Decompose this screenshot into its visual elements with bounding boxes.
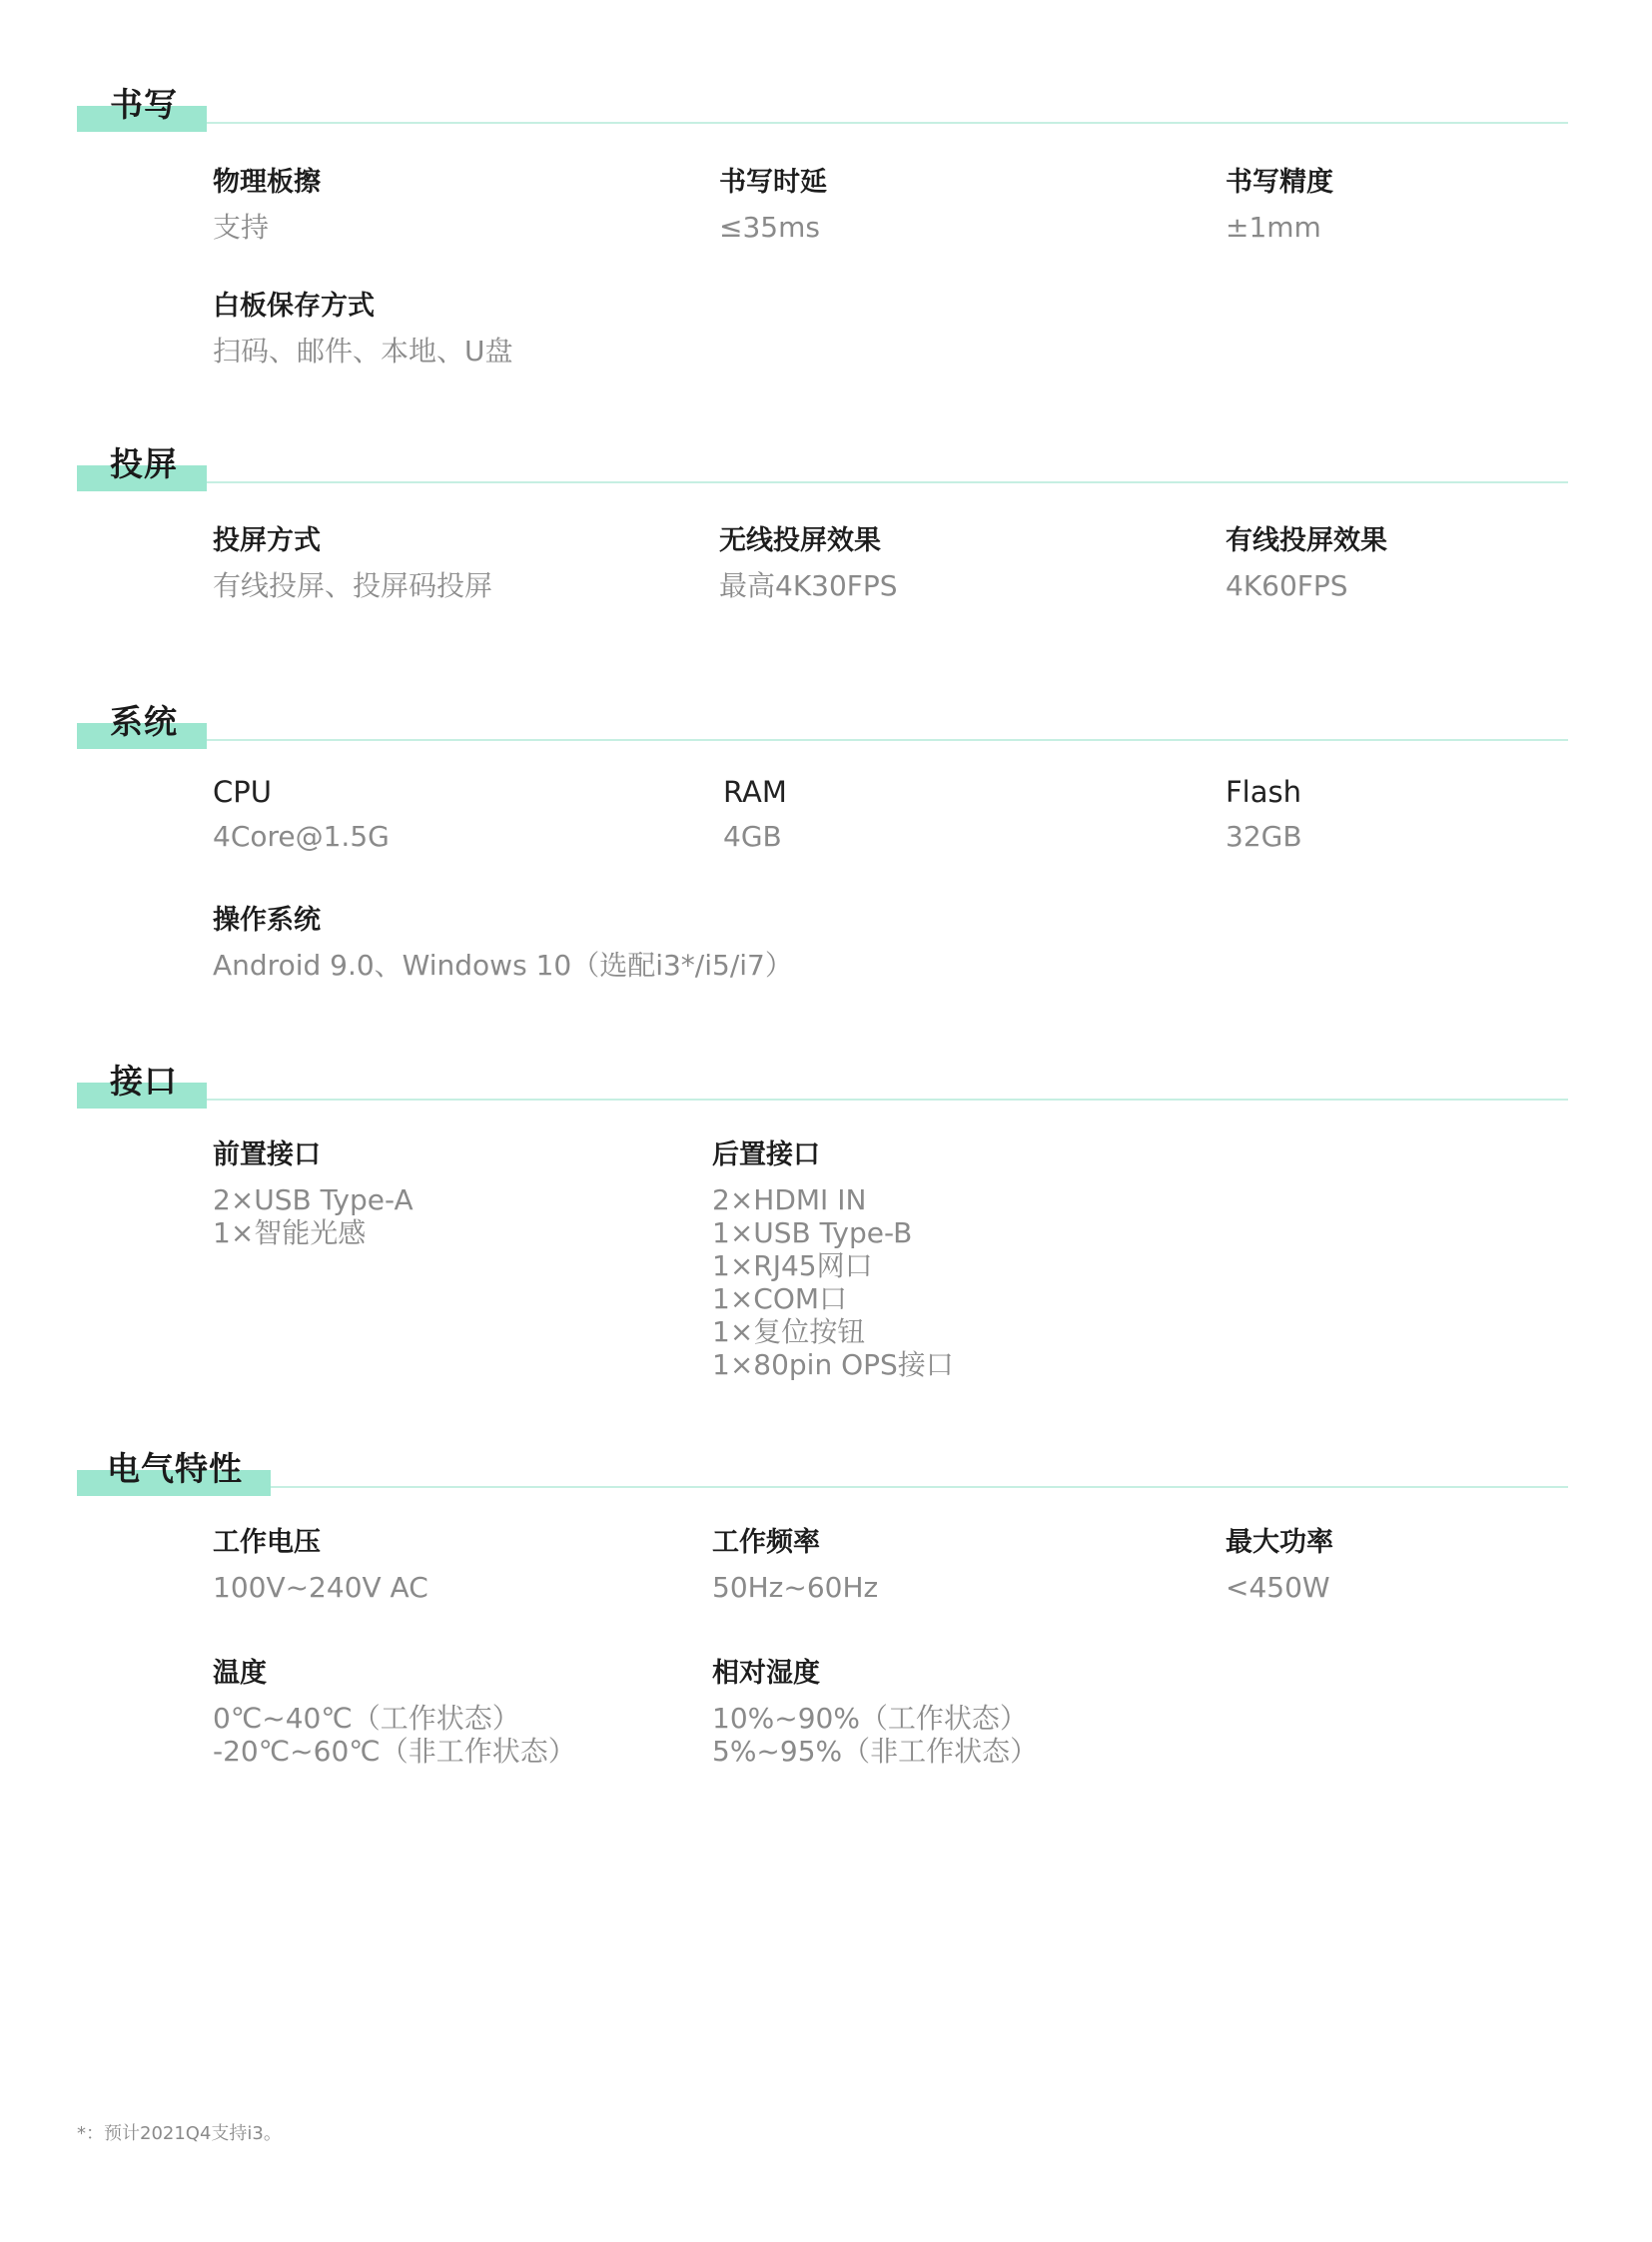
spec-value-line: 1×USB Type-B xyxy=(712,1216,913,1249)
spec-label: 物理板擦 xyxy=(213,167,321,198)
spec-item xyxy=(213,901,793,983)
section-divider-line xyxy=(207,122,1568,124)
spec-item xyxy=(719,521,898,603)
spec-value-list xyxy=(213,1702,576,1768)
spec-label: 操作系统 xyxy=(213,905,321,936)
spec-label: 白板保存方式 xyxy=(213,291,375,322)
spec-value-line: 2×USB Type-A xyxy=(213,1183,413,1216)
spec-value: Android 9.0、Windows 10（选配i3*/i5/i7） xyxy=(213,949,793,982)
spec-value-line: 1×智能光感 xyxy=(213,1216,367,1249)
section-divider-line xyxy=(207,739,1568,741)
spec-value-line: -20℃~60℃（非工作状态） xyxy=(213,1735,576,1768)
spec-label: RAM xyxy=(723,775,787,809)
spec-item xyxy=(712,1135,954,1381)
spec-value-list xyxy=(712,1183,954,1381)
spec-item xyxy=(213,1654,576,1768)
spec-value-list xyxy=(213,1183,413,1249)
spec-label: 书写时延 xyxy=(719,167,827,198)
spec-value-line: 1×复位按钮 xyxy=(712,1315,866,1348)
spec-label: 有线投屏效果 xyxy=(1226,525,1387,556)
section-header-projection xyxy=(77,439,1568,499)
section-title: 投屏 xyxy=(110,444,178,483)
spec-label: 无线投屏效果 xyxy=(719,525,881,556)
footnote: *：预计2021Q4支持i3。 xyxy=(77,2123,282,2144)
spec-label: 工作频率 xyxy=(712,1527,820,1558)
spec-value: ±1mm xyxy=(1226,211,1321,244)
spec-value-line: 1×COM口 xyxy=(712,1282,848,1315)
spec-label: Flash xyxy=(1226,775,1301,809)
spec-value: 有线投屏、投屏码投屏 xyxy=(213,569,493,602)
spec-item xyxy=(213,1135,413,1249)
spec-item xyxy=(1226,163,1333,245)
spec-label: CPU xyxy=(213,775,272,809)
section-header-interface xyxy=(77,1057,1568,1117)
section-title: 接口 xyxy=(110,1062,178,1101)
spec-value: 100V~240V AC xyxy=(213,1571,428,1604)
section-divider-line xyxy=(271,1486,1568,1488)
spec-value-line: 2×HDMI IN xyxy=(712,1183,867,1216)
spec-value-line: 0℃~40℃（工作状态） xyxy=(213,1702,520,1735)
spec-item xyxy=(1226,1523,1333,1605)
spec-value-list xyxy=(712,1702,1038,1768)
spec-value: 50Hz~60Hz xyxy=(712,1571,879,1604)
spec-label: 投屏方式 xyxy=(213,525,321,556)
spec-item xyxy=(213,287,513,369)
spec-label: 工作电压 xyxy=(213,1527,321,1558)
section-header-system xyxy=(77,697,1568,757)
spec-label: 后置接口 xyxy=(712,1139,820,1170)
spec-value: 支持 xyxy=(213,211,270,244)
spec-item xyxy=(1226,772,1302,854)
section-title: 电气特性 xyxy=(107,1449,243,1488)
spec-item xyxy=(712,1654,1038,1768)
section-title: 书写 xyxy=(110,85,178,124)
spec-label: 书写精度 xyxy=(1226,167,1333,198)
spec-item xyxy=(723,772,787,854)
spec-value: 最高4K30FPS xyxy=(719,569,898,602)
spec-label: 前置接口 xyxy=(213,1139,321,1170)
spec-value: 4K60FPS xyxy=(1226,569,1348,602)
spec-value-line: 5%~95%（非工作状态） xyxy=(712,1735,1039,1768)
section-divider-line xyxy=(207,1099,1568,1101)
spec-value: 4Core@1.5G xyxy=(213,820,390,853)
spec-value: ≤35ms xyxy=(719,211,820,244)
spec-item xyxy=(1226,521,1387,603)
spec-value: 32GB xyxy=(1226,820,1302,853)
spec-item xyxy=(213,521,492,603)
spec-value: 4GB xyxy=(723,820,782,853)
spec-value-line: 10%~90%（工作状态） xyxy=(712,1702,1028,1735)
spec-value: <450W xyxy=(1226,1571,1330,1604)
section-header-electrical xyxy=(77,1444,1568,1504)
spec-item xyxy=(712,1523,878,1605)
spec-label: 最大功率 xyxy=(1226,1527,1333,1558)
section-title: 系统 xyxy=(110,702,178,741)
spec-value: 扫码、邮件、本地、U盘 xyxy=(213,335,513,368)
spec-item xyxy=(719,163,827,245)
spec-item xyxy=(213,163,321,245)
section-divider-line xyxy=(207,481,1568,483)
spec-value-line: 1×RJ45网口 xyxy=(712,1249,873,1282)
spec-item xyxy=(213,1523,428,1605)
spec-label: 相对湿度 xyxy=(712,1658,820,1689)
spec-label: 温度 xyxy=(213,1658,267,1689)
spec-item xyxy=(213,772,390,854)
section-header-writing xyxy=(77,80,1568,140)
spec-value-line: 1×80pin OPS接口 xyxy=(712,1348,954,1381)
